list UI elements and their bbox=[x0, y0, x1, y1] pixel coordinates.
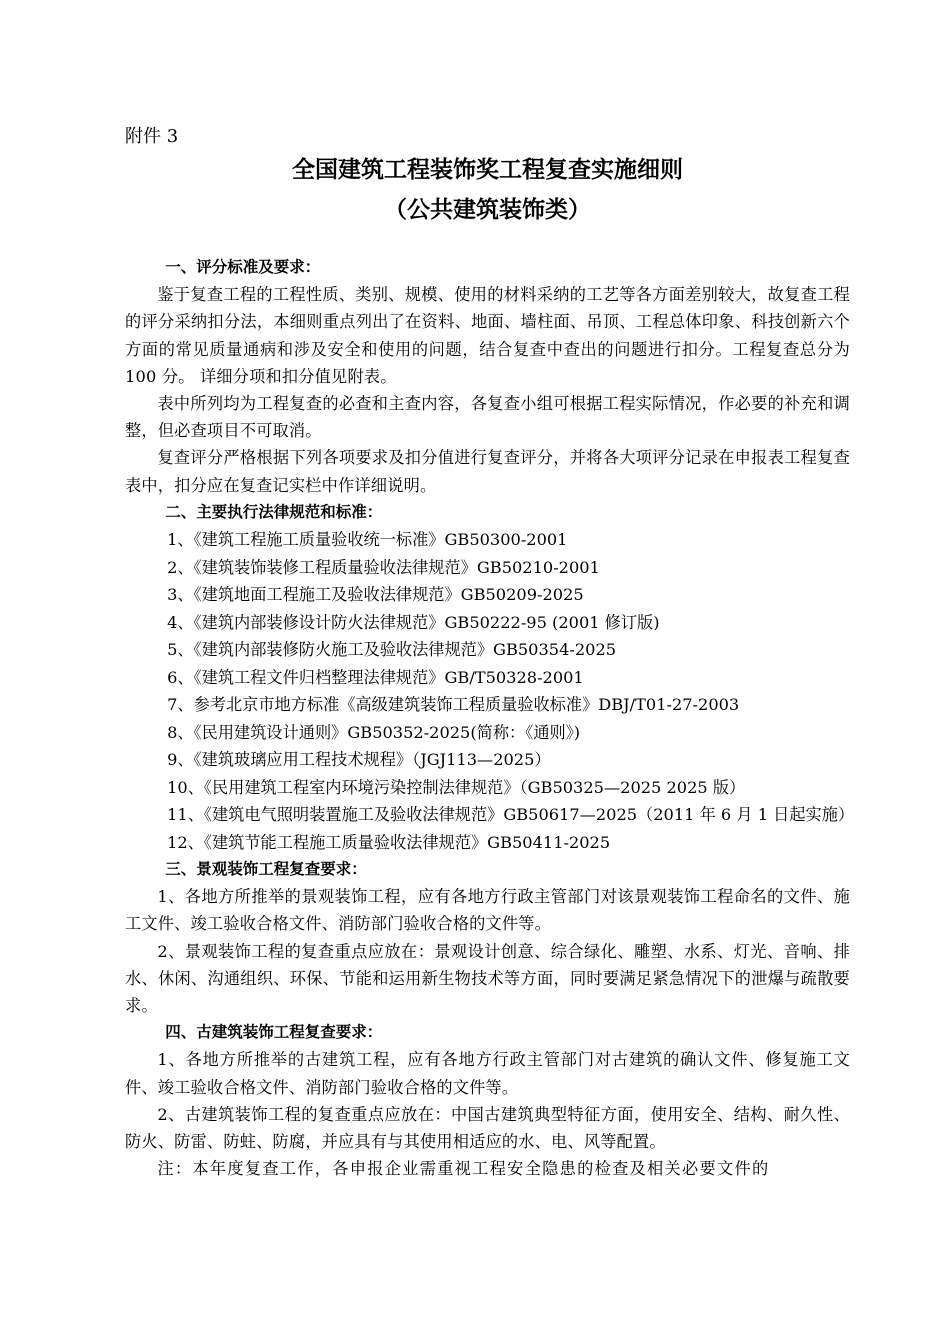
section-heading-scoring: 一、评分标准及要求： bbox=[165, 258, 321, 276]
standard-item: 1、《建筑工程施工质量验收统一标准》GB50300-2001 bbox=[167, 530, 568, 550]
paragraph: 表中所列均为工程复查的必查和主查内容，各复查小组可根据工程实际情况，作必要的补充和调整，但必查项目不可取消。 bbox=[125, 394, 850, 441]
standard-item: 12、《建筑节能工程施工质量验收法律规范》GB50411-2025 bbox=[167, 832, 611, 852]
standard-item: 6、《建筑工程文件归档整理法律规范》GB/T50328-2001 bbox=[167, 667, 584, 687]
document-title: 全国建筑工程装饰奖工程复查实施细则 bbox=[292, 157, 683, 183]
paragraph: 鉴于复查工程的工程性质、类别、规模、使用的材料采纳的工艺等各方面差别较大，故复查工程的评分采纳扣分法，本细则重点列出了在资料、地面、墙柱面、吊顶、工程总体印象、科技创新六个方面的常见质量通病和涉及安全和使用的问题，结合复查中查出的问题进行扣分。工程复查总分为 100 分。 详细分项和扣分值见附表。 bbox=[125, 285, 850, 386]
standard-item: 4、《建筑内部装修设计防火法律规范》GB50222-95 (2001 修订版) bbox=[167, 612, 660, 632]
standard-item: 8、《民用建筑设计通则》GB50352-2025(简称：《通则》) bbox=[167, 722, 581, 742]
standard-item: 9、《建筑玻璃应用工程技术规程》（JGJ113—2025） bbox=[167, 750, 551, 770]
section-heading-ancient-architecture: 四、古建筑装饰工程复查要求： bbox=[165, 1023, 383, 1042]
document-body bbox=[125, 254, 855, 1182]
paragraph: 2、景观装饰工程的复查重点应放在：景观设计创意、综合绿化、雕塑、水系、灯光、音响、排水、休闲、沟通组织、环保、节能和运用新生物技术等方面，同时要满足紧急情况下的泄爆与疏散要求。 bbox=[125, 941, 850, 1016]
note-text: 注：本年度复查工作，各申报企业需重视工程安全隐患的检查及相关必要文件的 bbox=[157, 1159, 770, 1179]
standard-item: 7、参考北京市地方标准《高级建筑装饰工程质量验收标准》DBJ/T01-27-2003 bbox=[167, 695, 740, 715]
paragraph: 1、各地方所推举的景观装饰工程，应有各地方行政主管部门对该景观装饰工程命名的文件、施工文件、竣工验收合格文件、消防部门验收合格的文件等。 bbox=[125, 887, 850, 934]
standard-item: 5、《建筑内部装修防火施工及验收法律规范》GB50354-2025 bbox=[167, 640, 617, 660]
attachment-label: 附件 3 bbox=[125, 126, 179, 147]
standard-item: 3、《建筑地面工程施工及验收法律规范》GB50209-2025 bbox=[167, 585, 584, 605]
paragraph: 复查评分严格根据下列各项要求及扣分值进行复查评分，并将各大项评分记录在申报表工程复查表中，扣分应在复查记实栏中作详细说明。 bbox=[125, 448, 850, 495]
standard-item: 11、《建筑电气照明装置施工及验收法律规范》GB50617—2025（2011 年 6 月 1 日起实施） bbox=[167, 805, 855, 825]
section-heading-landscape: 三、景观装饰工程复查要求： bbox=[165, 860, 367, 879]
standard-item: 2、《建筑装饰装修工程质量验收法律规范》GB50210-2001 bbox=[167, 557, 600, 577]
document-subtitle: （公共建筑装饰类） bbox=[384, 197, 591, 223]
section-heading-standards: 二、主要执行法律规范和标准： bbox=[165, 502, 383, 521]
paragraph: 2、古建筑装饰工程的复查重点应放在：中国古建筑典型特征方面，使用安全、结构、耐久性、防火、防雷、防蛀、防腐，并应具有与其使用相适应的水、电、风等配置。 bbox=[125, 1104, 850, 1152]
document-content bbox=[125, 124, 855, 1182]
standard-item: 10、《民用建筑工程室内环境污染控制法律规范》（GB50325—2025 2025 版） bbox=[167, 777, 746, 797]
paragraph: 1、各地方所推举的古建筑工程，应有各地方行政主管部门对古建筑的确认文件、修复施工文件、竣工验收合格文件、消防部门验收合格的文件等。 bbox=[125, 1050, 850, 1097]
